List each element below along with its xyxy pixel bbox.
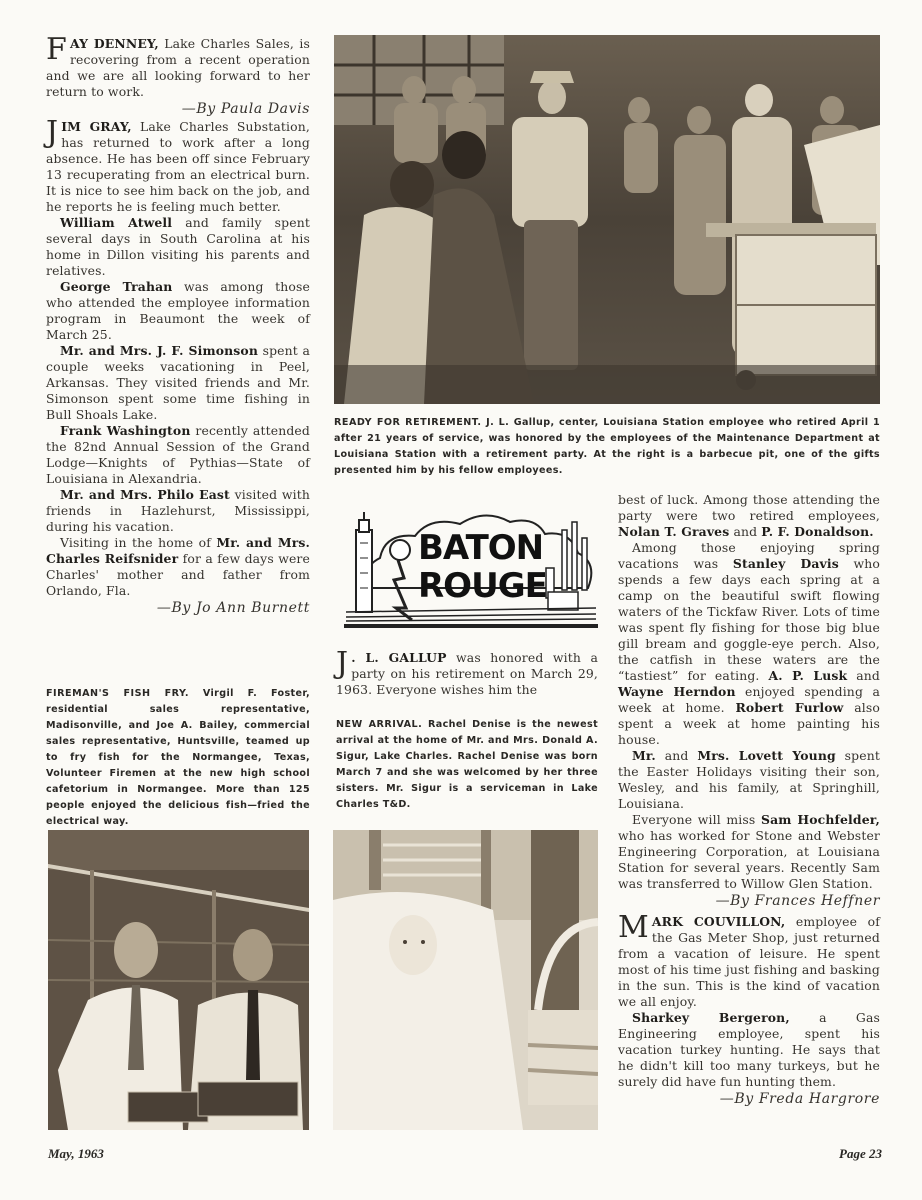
article-fay-denney: FAY DENNEY, Lake Charles Sales, is recovering from a recent operation and we are all looking forward to her return to work. [46, 32, 310, 99]
dropcap: J [46, 115, 59, 150]
article-gallup: J . L. GALLUP was honored with a party on his retirement on March 29, 1963. Everyone wishes him the [336, 646, 598, 697]
article-gallup-continued: best of luck. Among those attending the party were two retired employees, Nolan T. Graves and P. F. Donaldson. [618, 492, 880, 539]
logo-text-line1: BATON [418, 528, 544, 568]
byline: —By Jo Ann Burnett [156, 600, 310, 616]
retirement-party-photo [334, 35, 880, 404]
right-column [618, 492, 880, 1109]
footer-page-number: Page 23 [839, 1146, 882, 1161]
article-lovett-young: Mr. and Mrs. Lovett Young spent the Easter Holidays visiting their son, Wesley, and his family, at Springhill, Louisiana. [618, 748, 880, 811]
article-mark-couvillon: MARK COUVILLON, employee of the Gas Meter Shop, just returned from a vacation of leisure. He spent most of his time just fishing and basking in the sun. This is the kind of vacation we all enjoy. [618, 910, 880, 1009]
caption-fish-fry: FIREMAN'S FISH FRY. Virgil F. Foster, residential sales representative, Madisonville, and Joe A. Bailey, commercial sales representative, Huntsville, teamed up to fry fish for the Normangee, Texas, Volunteer Firemen at the new high school cafetorium in Normangee. More than 125 people enjoyed the delicious fish—fried the electrical way. [46, 688, 310, 827]
caption-retirement: READY FOR RETIREMENT. J. L. Gallup, center, Louisiana Station employee who retired April 1 after 21 years of service, was honored by the employees of the Maintenance Department at Louisiana Station with a retirement party. At the right is a barbecue pit, one of the gifts presented him by his fellow employees. [334, 417, 880, 476]
footer-date: May, 1963 [48, 1146, 104, 1161]
article-william-atwell: William Atwell and family spent several days in South Carolina at his home in Dillon visiting his parents and relatives. [46, 215, 310, 278]
article-frank-washington: Frank Washington recently attended the 82nd Annual Session of the Grand Lodge—Knights of Pythias—State of Louisiana in Alexandria. [46, 423, 310, 486]
caption-new-arrival: NEW ARRIVAL. Rachel Denise is the newest arrival at the home of Mr. and Mrs. Donald A. Sigur, Lake Charles. Rachel Denise was born March 7 and she was welcomed by her three sisters. Mr. Sigur is a serviceman in Lake Charles T&D. [336, 719, 598, 810]
article-george-trahan: George Trahan was among those who attended the employee information program in Beaumont the week of March 25. [46, 279, 310, 342]
fish-fry-photo [48, 830, 309, 1130]
byline: —By Frances Heffner [715, 893, 880, 909]
photo-image [48, 830, 309, 1130]
left-column [46, 32, 311, 618]
photo-image [333, 830, 598, 1130]
dropcap: F [46, 32, 67, 67]
byline: —By Freda Hargrore [719, 1091, 880, 1107]
article-spring-vacations: Among those enjoying spring vacations was Stanley Davis who spends a few days each spring at a camp on the beautiful swift flowing waters of the Tickfaw River. Lots of time was spent fly fishing for those big blue gill bream and goggle-eye perch. Also, the catfish in these waters are the “tastiest” for eating. A. P. Lusk and Wayne Herndon enjoyed spending a week at home. Robert Furlow also spent a week at home painting his house. [618, 540, 881, 747]
new-arrival-baby-photo [333, 830, 598, 1130]
article-reifsnider: Visiting in the home of Mr. and Mrs. Charles Reifsnider for a few days were Charles' mother and father from Orlando, Fla. [46, 535, 310, 598]
article-simonson: Mr. and Mrs. J. F. Simonson spent a couple weeks vacationing in Peel, Arkansas. They visited friends and Mr. Simonson spent some time fishing in Bull Shoals Lake. [46, 343, 311, 422]
article-sharkey-bergeron: Sharkey Bergeron, a Gas Engineering employee, spent his vacation turkey hunting. He says that he didn't kill too many turkeys, but he surely did have fun hunting them. [618, 1010, 881, 1089]
dropcap: M [618, 910, 649, 945]
byline: —By Paula Davis [181, 101, 310, 117]
article-jim-gray: JIM GRAY, Lake Charles Substation, has returned to work after a long absence. He has been off since February 13 recuperating from an electrical burn. It is nice to see him back on the job, and he reports he is feeling much better. [46, 115, 310, 214]
photo-image [334, 35, 880, 404]
dropcap: J [336, 646, 349, 681]
article-sam-hochfelder: Everyone will miss Sam Hochfelder, who has worked for Stone and Webster Engineering Corporation, at Louisiana Station for several years. Recently Sam was transferred to Willow Glen Station. [618, 812, 880, 891]
article-philo-east: Mr. and Mrs. Philo East visited with friends in Hazlehurst, Mississippi, during his vacation. [46, 487, 310, 534]
logo-text-line2: ROUGE [418, 566, 547, 606]
baton-rouge-section-logo [340, 508, 602, 630]
